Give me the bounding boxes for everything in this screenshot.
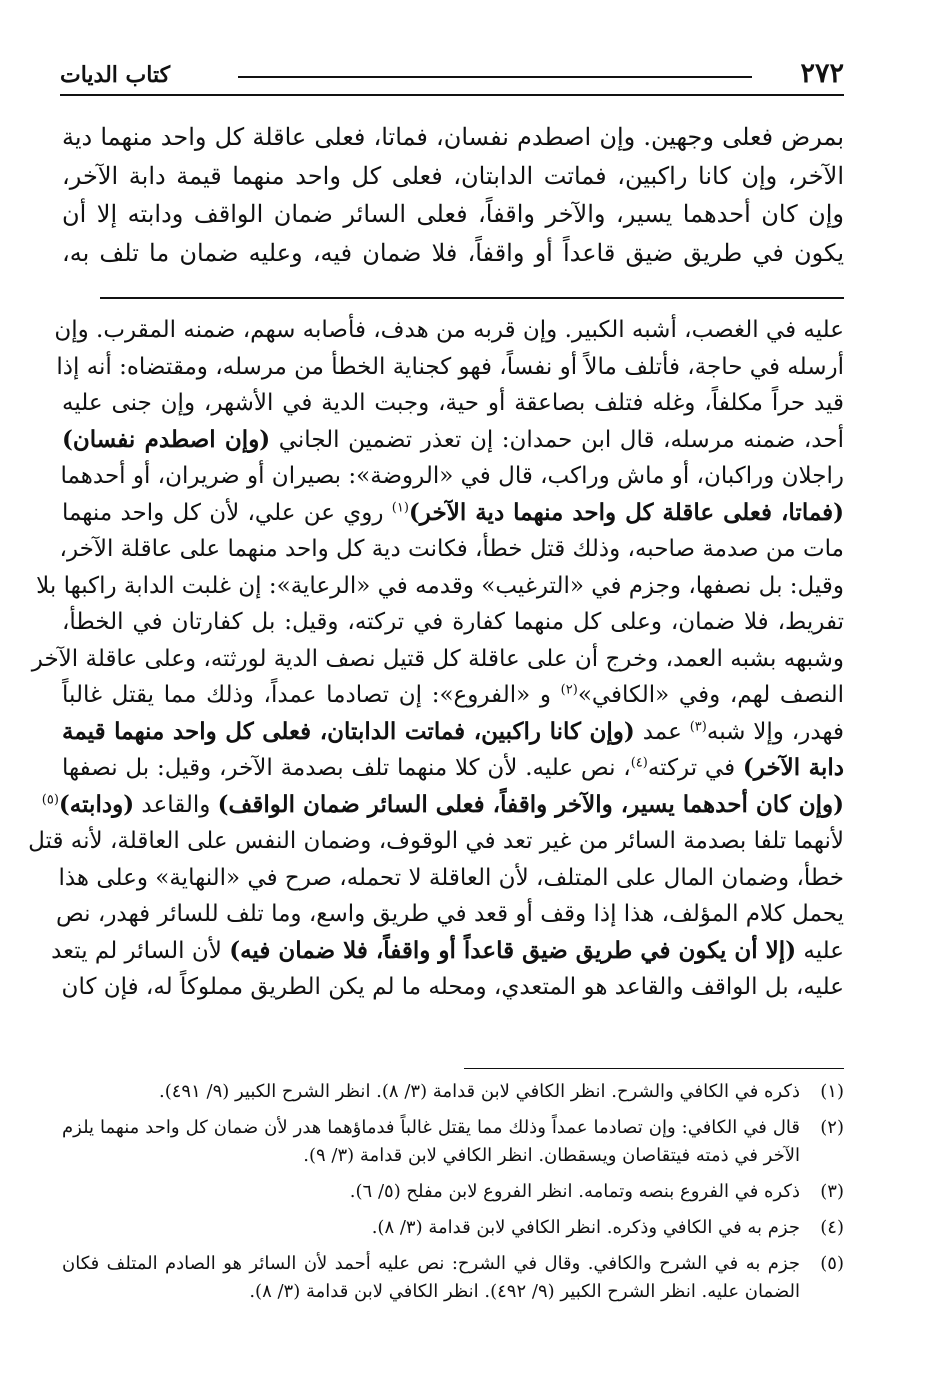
commentary-line: يحمل كلام المؤلف، هذا إذا وقف أو قعد في طريق واسع، وما تلف للسائر فهدر، نص — [56, 901, 844, 927]
footnote-number: (١) — [820, 1081, 844, 1102]
commentary-line: لأنهما تلفا بصدمة السائر من غير تعد في الوقوف، وضمان النفس على العاقلة، لأنه قتل — [28, 828, 844, 854]
main-text — [62, 118, 844, 272]
footnotes — [62, 1078, 844, 1314]
page-number: ٢٧٢ — [800, 58, 844, 89]
main-text-paragraph: بمرض فعلى وجهين. وإن اصطدم نفسان، فماتا، فعلى عاقلة كل واحد منهما دية الآخر، وإن كانا راكبين، فماتت الدابتان، فعلى كل واحد منهما قيمة دابة الآخر، وإن كان أحدهما يسير، والآخر واقفاً، فعلى السائر ضمان الواقف ودابته إلا أن يكون في طريق ضيق قاعداً أو واقفاً، فلا ضمان فيه، وعليه ضمان ما تلف به، — [62, 123, 844, 267]
quoted-matn: (وإن كان أحدهما يسير، والآخر واقفاً، فعلى السائر ضمان الواقف) — [217, 790, 844, 818]
footnote-text: ذكره في الكافي والشرح. انظر الكافي لابن قدامة (٣/ ٨). انظر الشرح الكبير (٩/ ٤٩١). — [159, 1081, 800, 1102]
commentary-line: خطأ، وضمان المال على المتلف، لأن العاقلة لا تحمله، صرح في «النهاية» وعلى هذا — [58, 864, 844, 891]
footnote-ref: (٥) — [41, 791, 59, 807]
footnote-text: جزم به في الشرح والكافي. وقال في الشرح: نص عليه أحمد لأن السائر هو الصادم المتلف فكان الضمان عليه. انظر الشرح الكبير (٩/ ٤٩٢). انظر الكافي لابن قدامة (٣/ ٨). — [62, 1253, 800, 1302]
footnote — [62, 1178, 844, 1206]
commentary-line: عليه، بل الواقف والقاعد هو المتعدي، ومحله ما لم يكن الطريق مملوكاً له، فإن كان — [61, 974, 844, 1000]
footnote-number: (٤) — [820, 1217, 844, 1238]
footnote-ref: (٢) — [560, 682, 578, 698]
footnote-text: ذكره في الفروع بنصه وتمامه. انظر الفروع لابن مفلح (٥/ ٦). — [349, 1181, 800, 1202]
commentary-line: أرسله في حاجة، فأتلف مالاً أو نفساً، فهو كجناية الخطأ من مرسله، ومقتضاه: أنه إذا — [56, 353, 844, 380]
quoted-matn: (وإن كانا راكبين، فماتت الدابتان، فعلى كل واحد منهما قيمة — [62, 717, 635, 745]
footnote — [62, 1214, 844, 1242]
commentary — [28, 312, 845, 1006]
commentary-line: عليه (إلا أن يكون في طريق ضيق قاعداً أو واقفاً، فلا ضمان فيه) لأن السائر لم يتعد — [51, 936, 844, 964]
commentary-line: وشبهه بشبه العمد، وخرج أن على عاقلة كل قتيل نصف الدية لورثته، وعلى عاقلة الآخر — [31, 645, 844, 672]
commentary-line: عليه في الغصب، أشبه الكبير. وإن قربه من هدف، فأصابه سهم، ضمنه المقرب. وإن — [54, 317, 844, 343]
footnote — [62, 1078, 844, 1106]
page-header — [60, 56, 844, 96]
commentary-line: وقيل: بل نصفها، وجزم في «الترغيب» وقدمه في «الرعاية»: إن غلبت الدابة راكبها بلا — [36, 572, 844, 599]
commentary-line: دابة الآخر) في تركته$^{(٤)}$، نص عليه. لأن كلا منهما تلف بصدمة الآخر، وقيل: بل نصفها — [62, 754, 845, 781]
quoted-matn: دابة الآخر) — [742, 754, 845, 781]
quoted-matn: (إلا أن يكون في طريق ضيق قاعداً أو واقفاً، فلا ضمان فيه) — [229, 936, 797, 964]
footnote-ref: (٤) — [630, 755, 648, 771]
footnote — [62, 1114, 844, 1170]
footnote-number: (٥) — [820, 1253, 844, 1274]
commentary-line: (فماتا، فعلى عاقلة كل واحد منهما دية الآخر)$^{(١)}$ روي عن علي، لأن كل واحد منهما — [62, 498, 845, 526]
text-divider — [100, 297, 844, 299]
commentary-line: قيد حراً مكلفاً، وغله فتلف بصاعقة أو حية، وجبت الدية في الأشهر، وإن جنى عليه — [62, 390, 844, 416]
quoted-matn: (فماتا، فعلى عاقلة كل واحد منهما دية الآخر) — [408, 498, 845, 526]
quoted-matn: (ودابته) — [58, 790, 135, 818]
quoted-matn: (وإن اصطدم نفسان) — [62, 425, 271, 453]
footnote-number: (٢) — [820, 1117, 844, 1138]
footnote — [62, 1250, 844, 1306]
footnote-ref: (١) — [391, 499, 409, 515]
footnote-text: قال في الكافي: وإن تصادما عمداً وذلك مما يقتل غالباً فدماؤهما هدر لأن ضمان كل واحد منهما يلزم الآخر في ذمته فيتقاصان ويسقطان. انظر الكافي لابن قدامة (٣/ ٩). — [62, 1117, 800, 1166]
commentary-line: (وإن كان أحدهما يسير، والآخر واقفاً، فعلى السائر ضمان الواقف) والقاعد (ودابته)$^{(٥)}$ — [41, 790, 844, 818]
header-rule — [60, 94, 844, 96]
commentary-line: النصف لهم، وفي «الكافي»$^{(٢)}$ و «الفروع»: إن تصادما عمداً، وذلك مما يقتل غالباً — [62, 682, 845, 708]
commentary-line: فهدر، وإلا شبه$^{(٣)}$ عمد (وإن كانا راكبين، فماتت الدابتان، فعلى كل واحد منهما قيمة — [62, 717, 845, 745]
footnote-separator — [464, 1068, 844, 1069]
footnote-number: (٣) — [820, 1181, 844, 1202]
header-line — [238, 76, 752, 78]
footnote-text: جزم به في الكافي وذكره. انظر الكافي لابن قدامة (٣/ ٨). — [371, 1217, 800, 1238]
footnote-ref: (٣) — [689, 718, 707, 734]
commentary-line: مات من صدمة صاحبه، وذلك قتل خطأ، فكانت دية كل واحد منهما على عاقلة الآخر، — [59, 536, 844, 562]
commentary-line: راجلان وراكبان، أو ماش وراكب، قال في «الروضة»: بصيران أو ضريران، أو أحدهما — [60, 463, 844, 489]
commentary-line: أحد، ضمنه مرسله، قال ابن حمدان: إن تعذر تضمين الجاني (وإن اصطدم نفسان) — [62, 425, 844, 453]
book-title: كتاب الديات — [60, 62, 171, 88]
commentary-line: تفريط، فلا ضمان، وعلى كل منهما كفارة في تركته، وقيل: بل كفارتان في الخطأ، — [62, 609, 844, 635]
